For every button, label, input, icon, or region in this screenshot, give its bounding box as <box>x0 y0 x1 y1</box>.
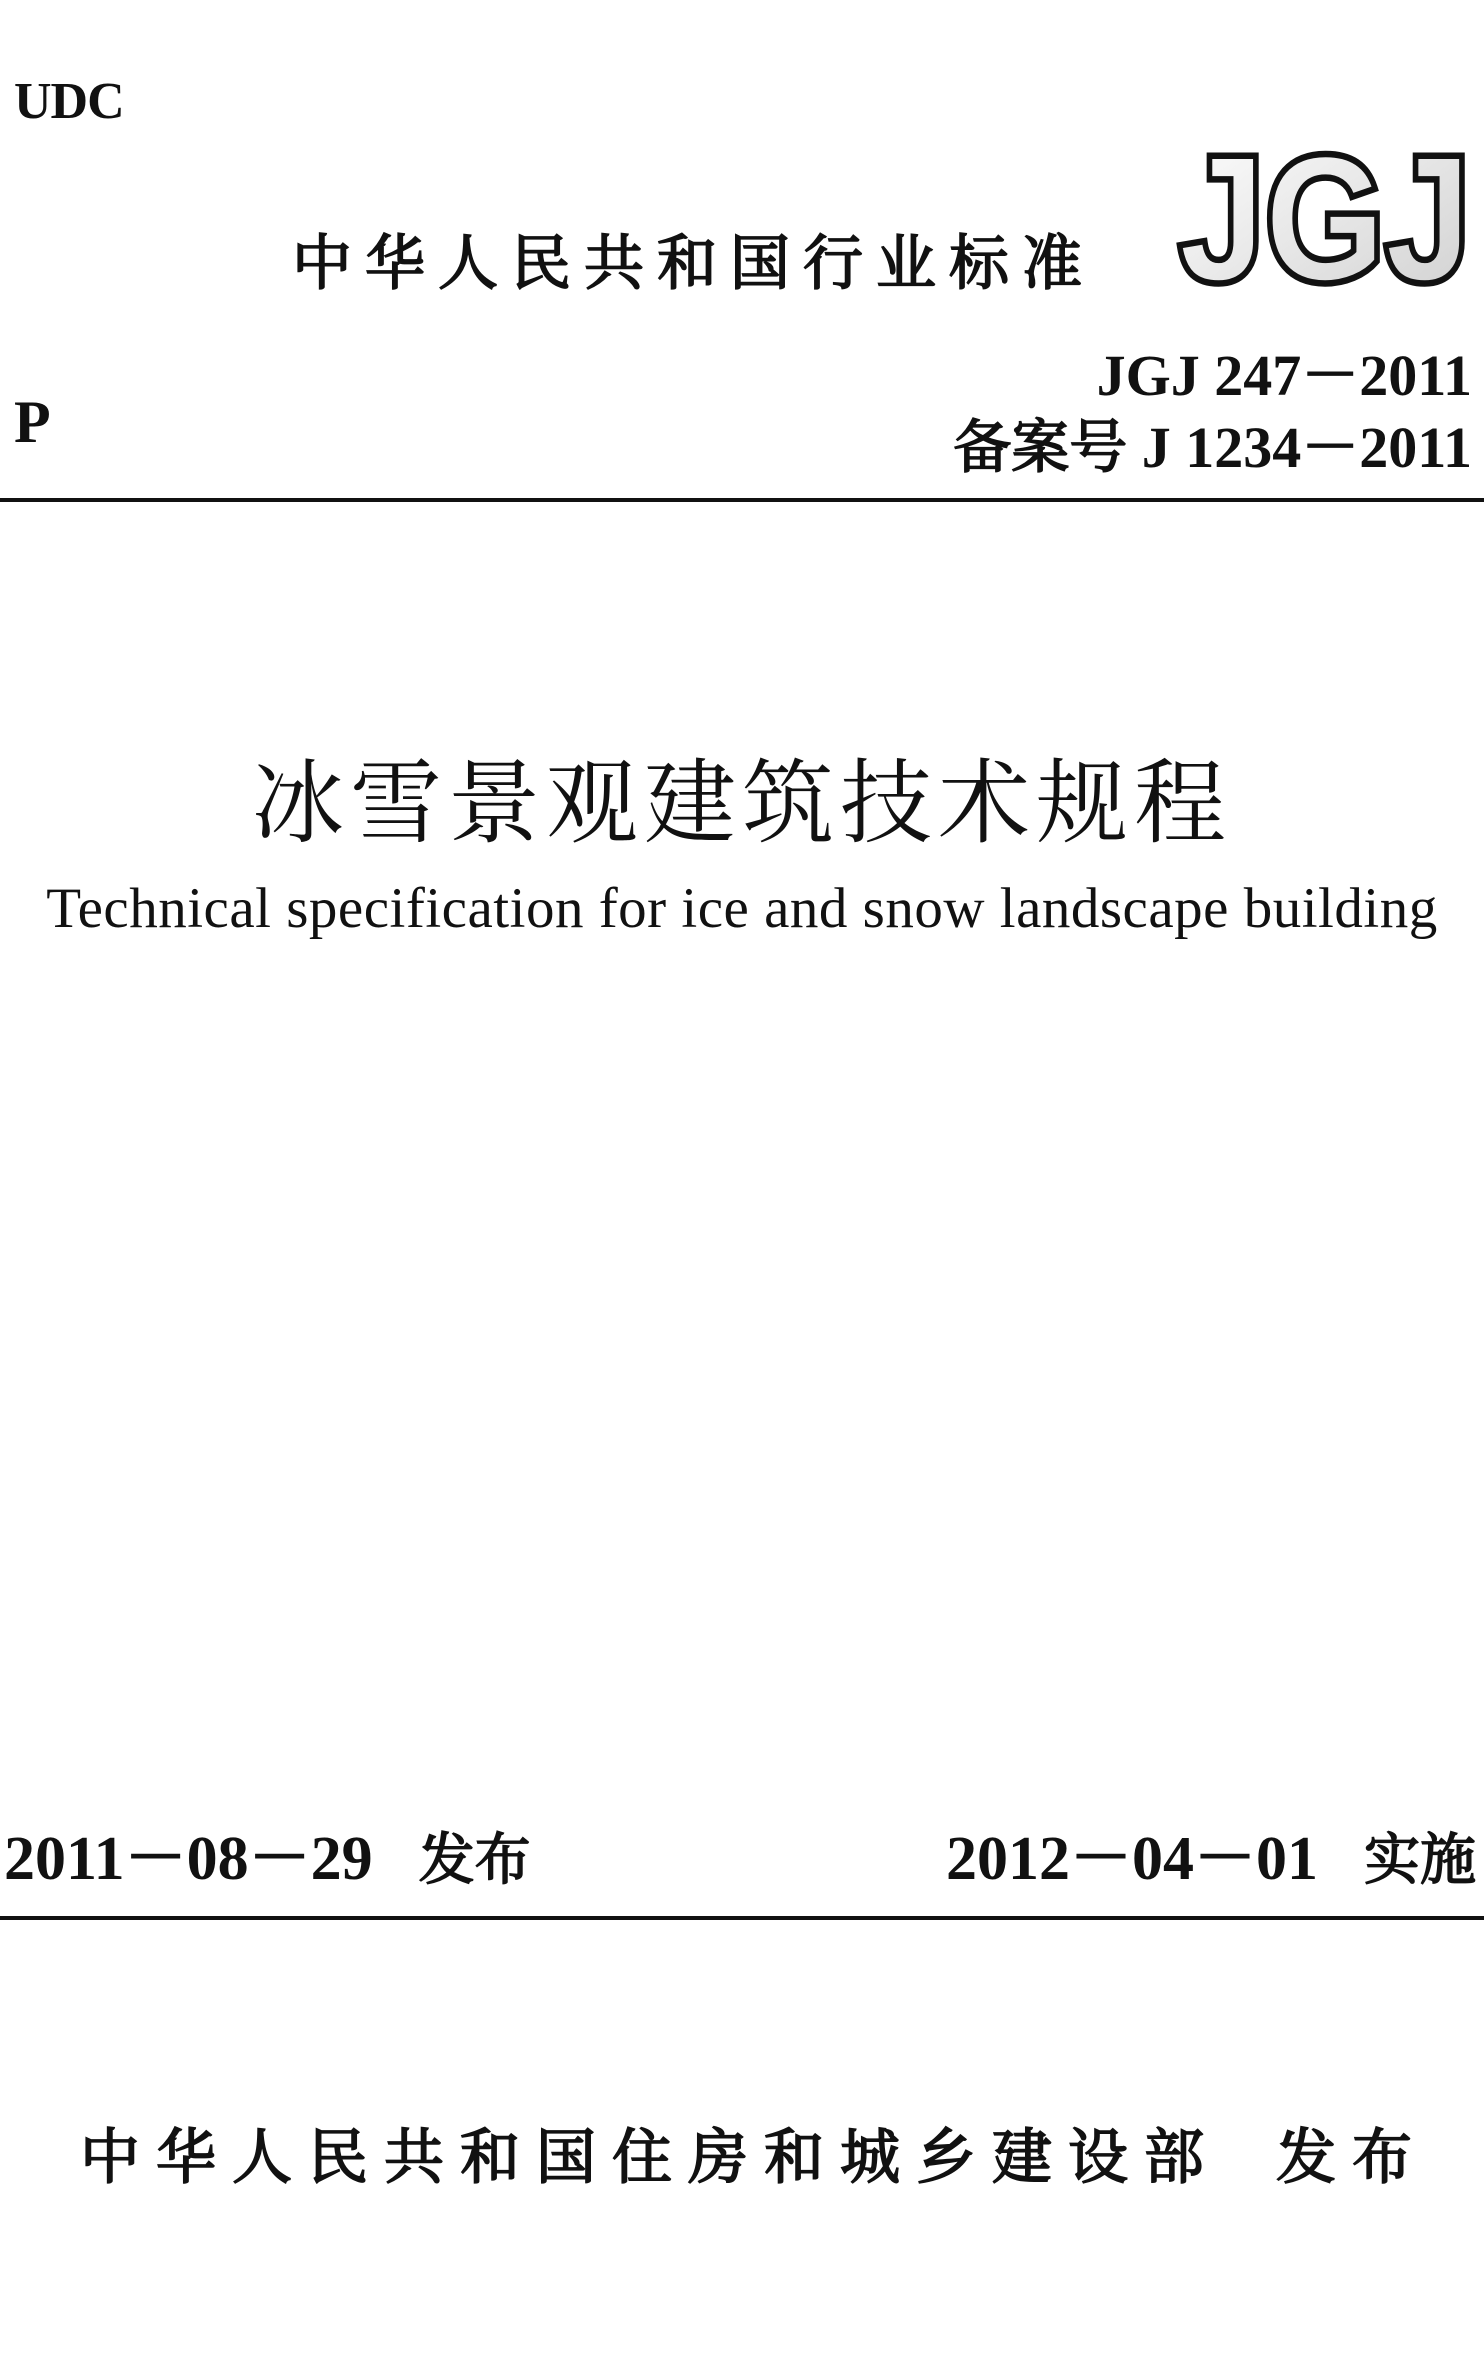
svg-text:JGJ: JGJ <box>1179 130 1471 290</box>
title-chinese: 冰雪景观建筑技术规程 <box>251 750 1232 857</box>
implement-date: 2012－04－01 <box>945 1825 1318 1893</box>
bottom-divider <box>0 1916 1484 1920</box>
implement-label: 实施 <box>1364 1828 1476 1893</box>
publish-label: 发布 <box>1276 2123 1428 2193</box>
issue-label: 发布 <box>418 1828 531 1893</box>
udc-label: UDC <box>14 73 124 130</box>
top-divider <box>0 498 1484 502</box>
svg-text:JGJ: JGJ <box>1179 130 1471 290</box>
record-number: 备案号 J 1234－2011 <box>953 415 1472 480</box>
standard-code: JGJ 247－2011 <box>1096 343 1472 408</box>
implement-date-line <box>946 1808 1476 1897</box>
industry-standard-heading: 中华人民共和国行业标准 <box>292 229 1095 299</box>
issue-date-line <box>4 1808 531 1897</box>
title-english: Technical specification for ice and snow landscape building <box>46 877 1438 940</box>
issue-date: 2011－08－29 <box>4 1825 373 1893</box>
publisher: 中华人民共和国住房和城乡建设部 <box>80 2123 1220 2193</box>
jgj-logo <box>1176 130 1476 290</box>
classification-letter: P <box>14 389 51 455</box>
